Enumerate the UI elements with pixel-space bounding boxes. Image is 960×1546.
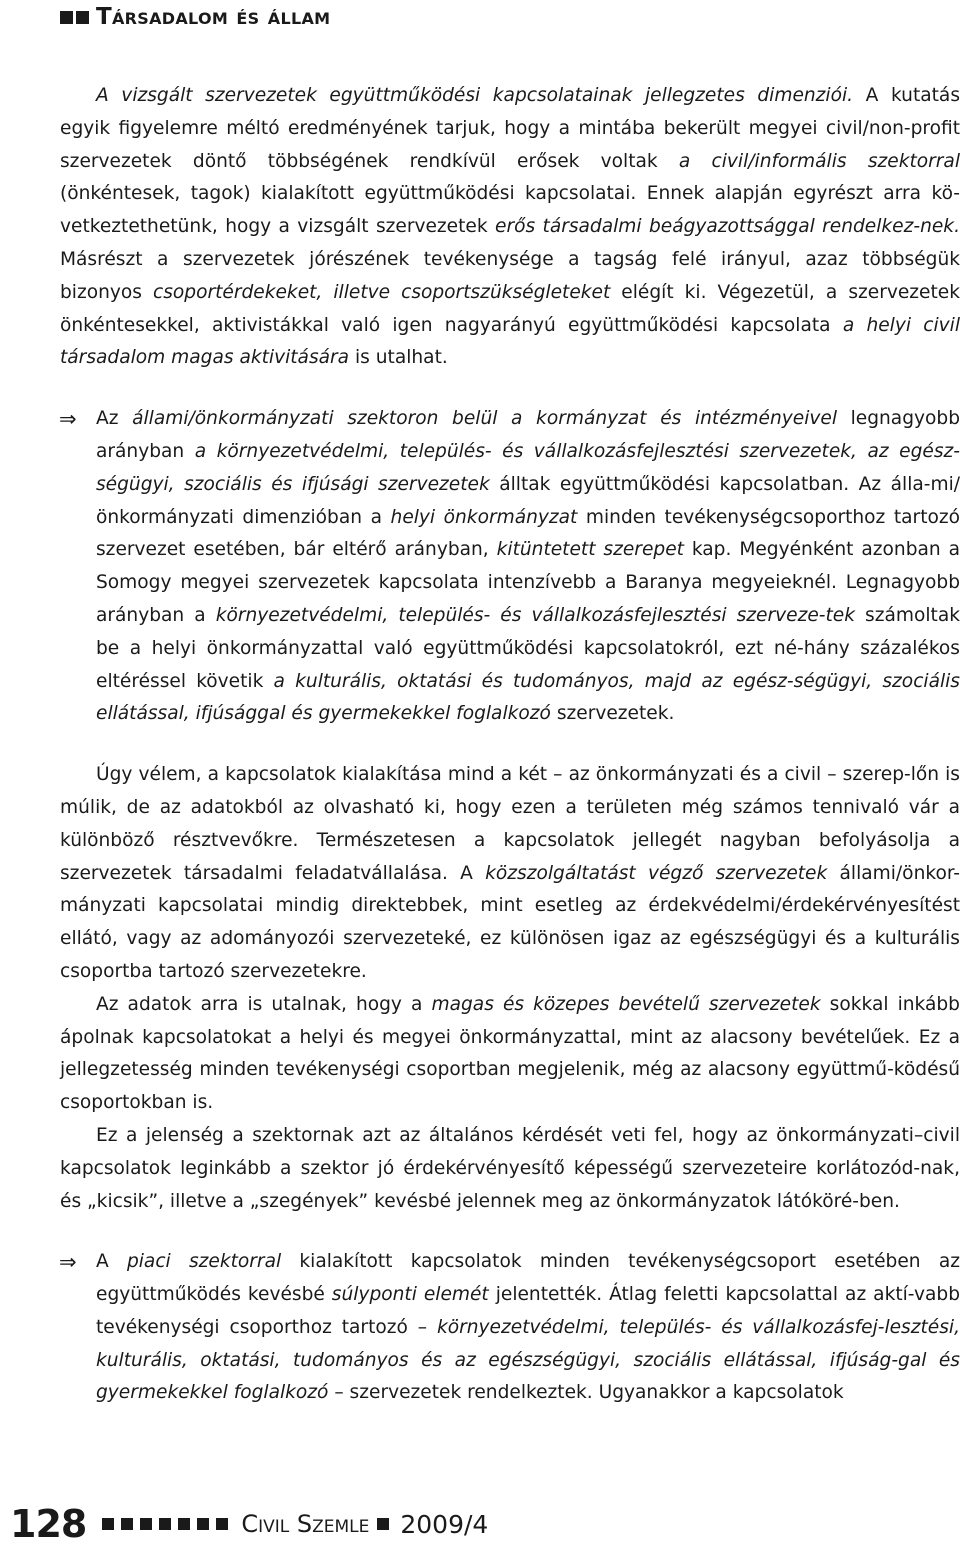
text-span: legnagyobb arányban (96, 408, 960, 462)
footer-square-icon (377, 1518, 389, 1530)
italic-span: környezetvédelmi, település- és vállalkozásfejlesztési szerveze-tek (215, 604, 855, 626)
text-span: – szervezetek rendelkeztek. Ugyanakkor a kapcsolatok (328, 1382, 844, 1404)
text-span: elégít ki. Végezetül, a szervezetek önkéntesekkel, aktivistákkal való igen nagyarányú együttműködési kapcsolata (60, 281, 960, 336)
journal-name: Civil Szemle (241, 1510, 370, 1538)
italic-span: helyi önkormányzat (390, 506, 578, 528)
section-title: Társadalom és állam (96, 4, 331, 30)
text-span: is utalhat. (349, 347, 448, 369)
text-span: szervezetek. (550, 703, 675, 725)
italic-span: környezetvédelmi, település- és vállalkozásfej-lesztési, kulturális, oktatási, tudományos és az egészségügyi, szociális ellátással, ifjúság-gal és gyermekekkel foglalkozó (96, 1316, 960, 1404)
footer-square-icon (159, 1518, 171, 1530)
article-body (60, 80, 960, 1410)
text-span: Az (96, 408, 133, 430)
footer-square-icon (102, 1518, 114, 1530)
double-arrow-icon: ⇒ (59, 407, 77, 432)
italic-span: a kulturális, oktatási és tudományos, majd az egész-ségügyi, szociális ellátással, ifjúsággal és gyermekekkel foglalkozó (96, 670, 960, 725)
issue-number: 2009/4 (400, 1509, 489, 1539)
text-span: kialakított kapcsolatok minden tevékenységcsoport esetében az együttműködés kevésbé (96, 1251, 960, 1306)
footer-square-icon (178, 1518, 190, 1530)
text-span: kap. Megyénként azonban a Somogy megyei szervezetek kapcsolata intenzívebb a Baranya megyeieknél. Legnagyobb arányban a (96, 539, 960, 626)
text-span: A kutatás egyik figyelemre méltó eredményének tarjuk, hogy a mintába bekerült megyei civil/non-profit szervezetek döntő többségének rendkívül erősek voltak (60, 85, 960, 172)
italic-span: a helyi civil társadalom magas aktivitására (60, 314, 960, 369)
italic-span: közszolgáltatást végző szervezetek (485, 862, 828, 884)
italic-span: csoportérdekeket, illetve csoportszükségleteket (153, 281, 611, 303)
header-square-icon (60, 11, 73, 24)
text-span: Az adatok arra is utalnak, hogy a (96, 993, 432, 1015)
text-span: sokkal inkább ápolnak kapcsolatokat a helyi és megyei önkormányzattal, mint az alacsony bevételűek. Ez a jellegzetesség minden tevékenységi csoportban megjelenik, még az alacsony együttmű-ködésű csoportokban is. (60, 993, 960, 1114)
footer-square-icon (140, 1518, 152, 1530)
italic-span: állami/önkormányzati szektoron belül a kormányzat és intézményeivel (132, 408, 837, 430)
text-span: minden tevékenységcsoporthoz tartozó szervezet esetében, bár eltérő arányban, (96, 506, 960, 561)
text-span: számoltak be a helyi önkormányzattal való együttműködési kapcsolatokról, ezt né-hány százalékos eltéréssel követik (96, 604, 960, 692)
header-square-icon (76, 11, 89, 24)
text-span: álltak együttműködési kapcsolatban. Az álla-mi/önkormányzati dimenzióban a (96, 473, 960, 528)
page-header (60, 4, 330, 30)
footer-square-icon (121, 1518, 133, 1530)
paragraph-opinion (60, 759, 960, 989)
page-number: 128 (10, 1502, 87, 1546)
text-span: (önkéntesek, tagok) kialakított együttműködési kapcsolatai. Ennek alapján egyrészt arra kö-vetkeztethetünk, hogy a vizsgált szervezetek (60, 183, 960, 238)
footer-square-icon (216, 1518, 228, 1530)
text-span: A (96, 1251, 127, 1273)
bullet-market-sector (60, 1246, 960, 1410)
italic-span: erős társadalmi beágyazottsággal rendelkez-nek. (495, 216, 960, 238)
footer-square-icon (197, 1518, 209, 1530)
text-span: Másrészt a szervezetek jórészének tevékenysége a tagság felé irányul, azaz többségük bizonyos (60, 248, 960, 303)
italic-span: kitüntetett szerepet (496, 539, 684, 561)
italic-span: a civil/informális szektorral (678, 150, 960, 172)
italic-span: súlyponti elemét (331, 1284, 489, 1306)
text-span: állami/önkor-mányzati kapcsolatai mindig direktebbek, mint esetleg az érdekvédelmi/érdekérvényesítést ellátó, vagy az adományozói szervezeteké, ez különösen igaz az egészségügyi és a kulturális csoportba tartozó szervezetekre. (60, 862, 960, 982)
italic-span: A vizsgált szervezetek együttműködési kapcsolatainak jellegzetes dimenziói. (96, 85, 854, 106)
text-span: jelentették. Átlag feletti kapcsolattal az aktí-vabb tevékenységi csoporthoz tartozó – (96, 1284, 960, 1338)
paragraph-dimensions (60, 80, 960, 375)
paragraph-phenomenon (60, 1120, 960, 1218)
bullet-state-sector (60, 403, 960, 731)
paragraph-income (60, 989, 960, 1120)
text-span: Úgy vélem, a kapcsolatok kialakítása mind a két – az önkormányzati és a civil – szerep-lőn is múlik, de az adatokból az olvasható ki, hogy ezen a területen még számos tennivaló vár a különböző résztvevőkre. Természetesen a kapcsolatok jellegét nagyban befolyásolja a szervezetek társadalmi feladatvállalása. A (60, 764, 960, 884)
text-span: Ez a jelenség a szektornak azt az általános kérdését veti fel, hogy az önkormányzati–civil kapcsolatok leginkább a szektor jó érdekérvényesítő képességű szervezeteire korlátozód-nak, és „kicsik”, illetve a „szegények” kevésbé jelennek meg az önkormányzatok látóköré-ben. (60, 1124, 960, 1212)
page-footer (10, 1502, 488, 1546)
double-arrow-icon: ⇒ (59, 1250, 77, 1275)
italic-span: magas és közepes bevételű szervezetek (431, 993, 821, 1015)
italic-span: a környezetvédelmi, település- és vállalkozásfejlesztési szervezetek, az egész-ségügyi, szociális és ifjúsági szervezetek (96, 440, 960, 495)
italic-span: piaci szektorral (126, 1251, 282, 1273)
